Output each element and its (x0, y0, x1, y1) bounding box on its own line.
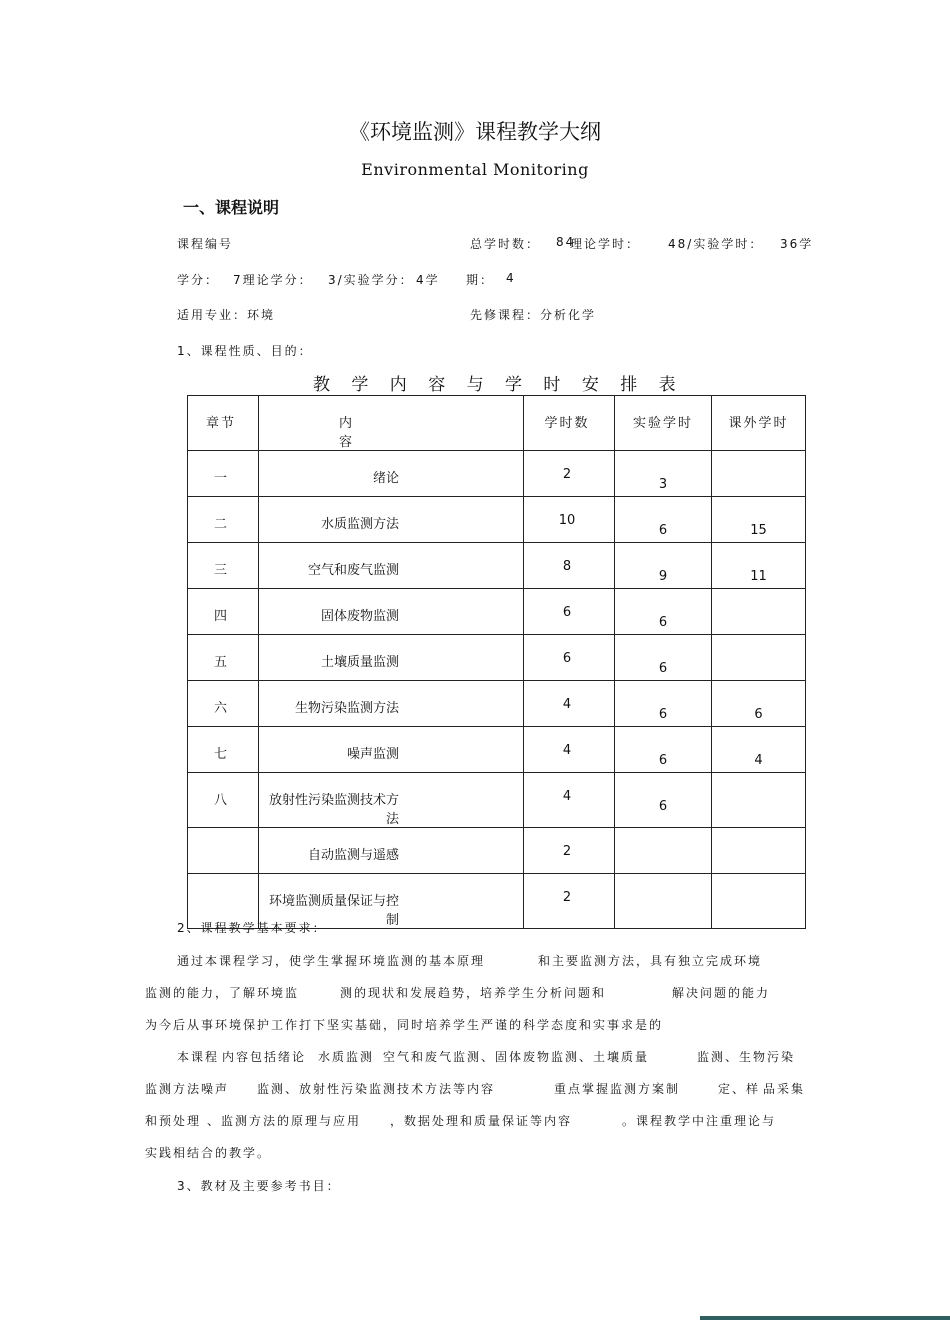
meta-total-hours-label: 总学时数： (470, 237, 541, 251)
document-title: 《环境监测》课程教学大纲 (349, 120, 601, 144)
cell-hours: 6 (524, 635, 615, 681)
cell-content: 放射性污染监测技术方法 (259, 773, 524, 828)
para-line: ，数据处理和质量保证等内容 (390, 1114, 573, 1128)
section-heading: 一、课程说明 (183, 198, 280, 217)
para-line: 本课程 (177, 1050, 220, 1064)
cell-content: 固体废物监测 (259, 589, 524, 635)
cell-extra: 15 (712, 497, 806, 543)
cell-lab: 6 (615, 635, 712, 681)
course-nature-heading: 1、课程性质、目的： (177, 344, 313, 358)
meta-theory-hours-label: 理论学时： (570, 237, 641, 251)
table-row (188, 681, 806, 727)
table-row (188, 828, 806, 874)
cell-content: 环境监测质量保证与控制 (259, 874, 524, 929)
cell-lab (615, 828, 712, 874)
cell-chapter: 四 (188, 589, 259, 635)
cell-content: 自动监测与遥感 (259, 828, 524, 874)
cell-lab (615, 874, 712, 929)
meta-lab-credits: 4学 (416, 273, 440, 287)
footer-bar (700, 1316, 950, 1320)
cell-hours: 4 (524, 681, 615, 727)
cell-lab: 9 (615, 543, 712, 589)
schedule-table (187, 395, 806, 929)
header-chapter: 章节 (188, 396, 259, 451)
para-line: 和预处理 (145, 1114, 202, 1128)
para-line: 监测、生物污染 (697, 1050, 796, 1064)
cell-content: 噪声监测 (259, 727, 524, 773)
para-line: 内容包括绪论 (222, 1050, 307, 1064)
meta-theory-credits-label: 7理论学分： (233, 273, 313, 287)
para-line: 和主要监测方法，具有独立完成环境 (538, 954, 763, 968)
document-subtitle: Environmental Monitoring (361, 160, 589, 179)
cell-extra (712, 828, 806, 874)
cell-extra (712, 589, 806, 635)
cell-extra: 11 (712, 543, 806, 589)
cell-content: 生物污染监测方法 (259, 681, 524, 727)
meta-prerequisite: 先修课程：分析化学 (470, 308, 597, 322)
cell-extra (712, 773, 806, 828)
para-line: 。课程教学中注重理论与 (622, 1114, 777, 1128)
header-hours: 学时数 (524, 396, 615, 451)
para-line: 水质监测 (318, 1050, 375, 1064)
table-row (188, 727, 806, 773)
table-caption: 教 学 内 容 与 学 时 安 排 表 (313, 375, 684, 395)
meta-course-code: 课程编号 (177, 237, 234, 251)
cell-hours: 6 (524, 589, 615, 635)
cell-hours: 8 (524, 543, 615, 589)
cell-extra (712, 635, 806, 681)
para-line: 解决问题的能力 (672, 986, 771, 1000)
cell-hours: 4 (524, 773, 615, 828)
header-lab-hours: 实验学时 (615, 396, 712, 451)
table-row (188, 497, 806, 543)
table-row (188, 543, 806, 589)
para-line: 定、样 (718, 1082, 761, 1096)
table-row (188, 635, 806, 681)
meta-major: 适用专业：环境 (177, 308, 276, 322)
header-content: 内 容 (259, 396, 524, 451)
table-row (188, 773, 806, 828)
header-extra-hours: 课外学时 (712, 396, 806, 451)
requirements-heading: 2、课程教学基本要求： (177, 921, 327, 935)
cell-extra (712, 874, 806, 929)
cell-lab: 6 (615, 497, 712, 543)
table-row (188, 451, 806, 497)
meta-lab-hours: 36学 (780, 237, 814, 251)
textbook-heading: 3、教材及主要参考书目： (177, 1179, 341, 1193)
para-line: 测的现状和发展趋势，培养学生分析问题和 (340, 986, 607, 1000)
para-line: 监测的能力，了解环境监 (145, 986, 300, 1000)
cell-chapter: 七 (188, 727, 259, 773)
para-line: 监测方法噪声 (145, 1082, 230, 1096)
cell-lab: 6 (615, 589, 712, 635)
meta-term: 4 (506, 271, 516, 285)
cell-lab: 6 (615, 727, 712, 773)
para-line: 实践相结合的教学。 (145, 1146, 272, 1160)
cell-chapter: 六 (188, 681, 259, 727)
cell-lab: 6 (615, 681, 712, 727)
cell-extra: 4 (712, 727, 806, 773)
cell-content: 空气和废气监测 (259, 543, 524, 589)
cell-chapter (188, 828, 259, 874)
cell-chapter: 八 (188, 773, 259, 828)
table-row (188, 589, 806, 635)
cell-hours: 10 (524, 497, 615, 543)
cell-hours: 4 (524, 727, 615, 773)
para-line: 空气和废气监测、固体废物监测、土壤质量 (383, 1050, 650, 1064)
cell-content: 土壤质量监测 (259, 635, 524, 681)
meta-credits-label: 学分： (177, 273, 220, 287)
table-header-row (188, 396, 806, 451)
cell-extra: 6 (712, 681, 806, 727)
cell-chapter: 五 (188, 635, 259, 681)
cell-hours: 2 (524, 828, 615, 874)
cell-lab: 6 (615, 773, 712, 828)
meta-lab-hours-label: 48/实验学时： (668, 237, 764, 251)
meta-term-label: 期： (466, 273, 495, 287)
cell-chapter: 三 (188, 543, 259, 589)
cell-lab: 3 (615, 451, 712, 497)
meta-total-hours: 84 (556, 235, 576, 249)
cell-content: 绪论 (259, 451, 524, 497)
cell-chapter: 一 (188, 451, 259, 497)
meta-lab-credits-label: 3/实验学分： (328, 273, 414, 287)
cell-content: 水质监测方法 (259, 497, 524, 543)
para-line: 通过本课程学习，使学生掌握环境监测的基本原理 (177, 954, 486, 968)
para-line: 监测、放射性污染监测技术方法等内容 (257, 1082, 496, 1096)
para-line: 为今后从事环境保护工作打下坚实基础，同时培养学生严谨的科学态度和实事求是的 (145, 1018, 664, 1032)
cell-hours: 2 (524, 874, 615, 929)
para-line: 、监测方法的原理与应用 (207, 1114, 362, 1128)
cell-hours: 2 (524, 451, 615, 497)
cell-extra (712, 451, 806, 497)
cell-chapter: 二 (188, 497, 259, 543)
para-line: 品采集 (763, 1082, 806, 1096)
para-line: 重点掌握监测方案制 (554, 1082, 681, 1096)
